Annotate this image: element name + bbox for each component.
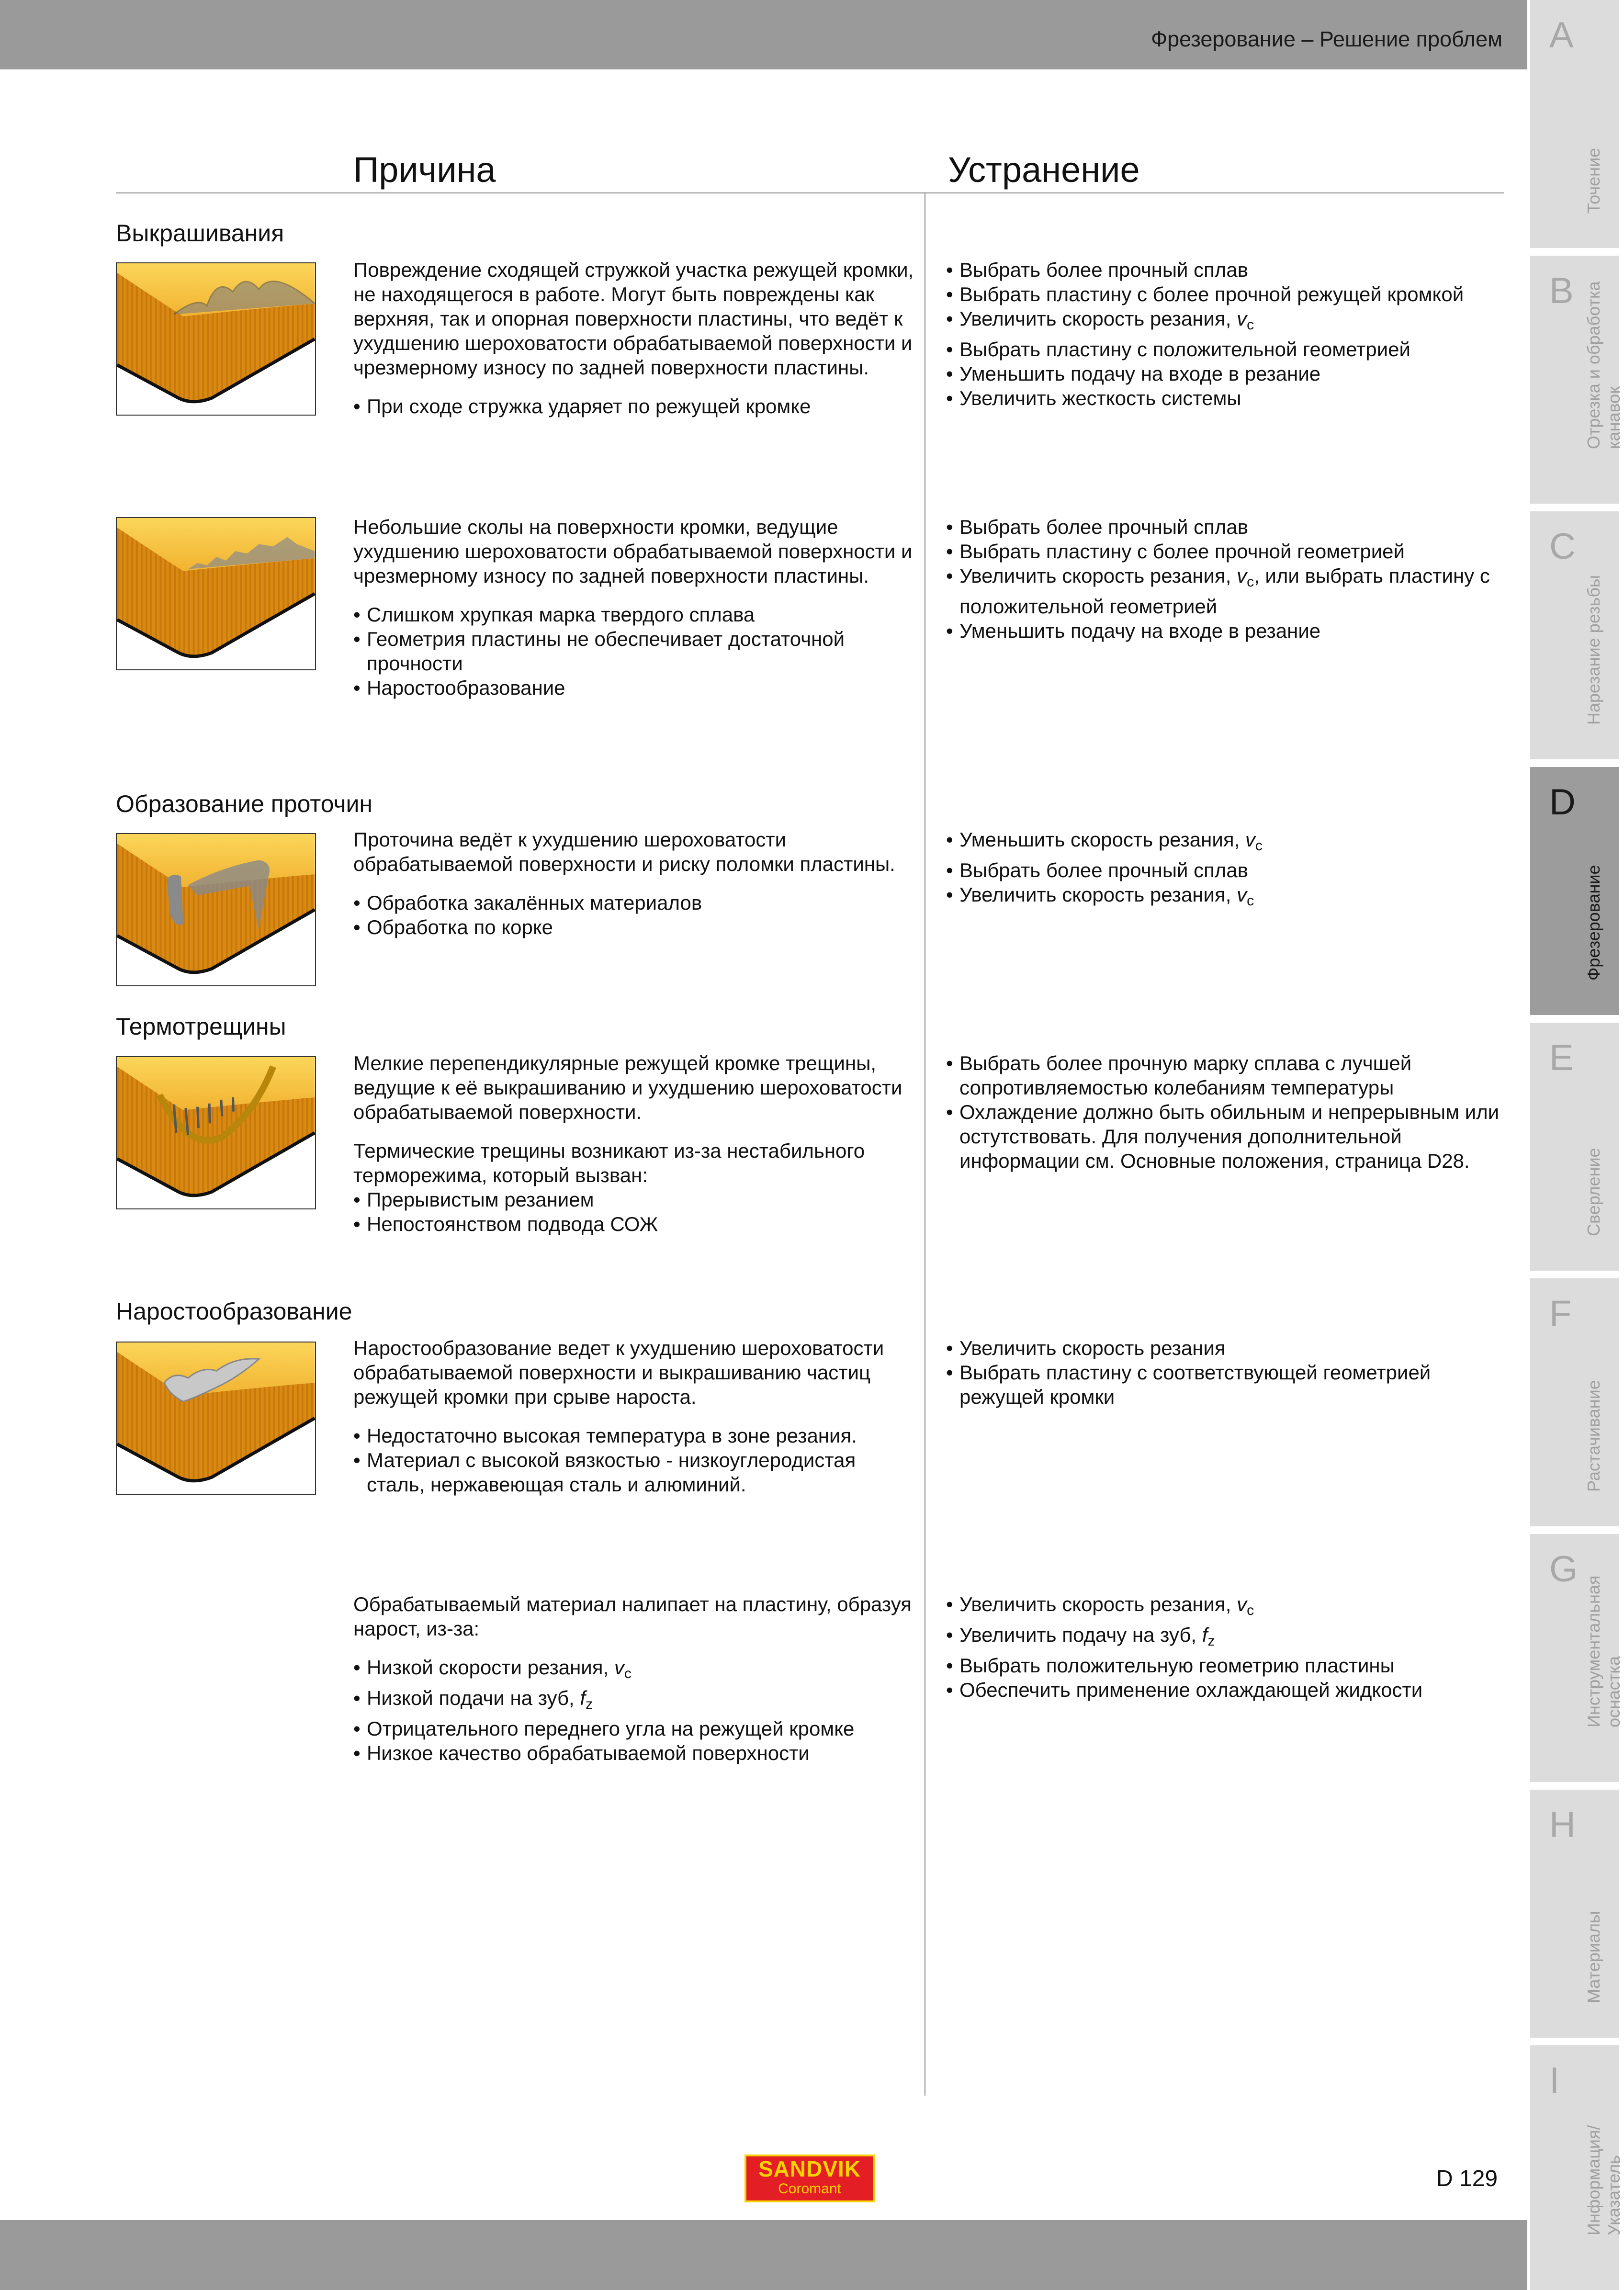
tab-label: Растачивание: [1584, 1380, 1603, 1492]
remedy-item: • Выбрать пластину с положительной геометрией: [946, 337, 1501, 361]
remedy-item: • Уменьшить подачу на входе в резание: [946, 619, 1501, 643]
remedy-list-5: [946, 1336, 1501, 1409]
tab-letter: E: [1549, 1038, 1574, 1078]
cause-item: • Низкое качество обрабатываемой поверхности: [353, 1741, 918, 1765]
cause-text-6: Обрабатываемый материал налипает на пластину, образуя нарост, из-за: • Низкой скорости резания, $v_c$ • Низкой подачи на зуб, $f_z$ • Отрицательного переднего угла на режущей кромке • Низкое качество обрабатываемой поверхности: [353, 1592, 918, 1765]
footer-bar: [0, 2220, 1527, 2290]
remedy-item: • Уменьшить подачу на входе в резание: [946, 361, 1501, 386]
cause-item: • Прерывистым резанием: [353, 1187, 918, 1212]
tab-label: Материалы: [1584, 1911, 1603, 2003]
tab-c[interactable]: [1530, 511, 1619, 759]
tab-label: Инструментальная оснастка: [1584, 1575, 1624, 1727]
remedy-item: • Увеличить скорость резания, $v_c$: [946, 306, 1501, 337]
tab-letter: C: [1549, 526, 1576, 567]
cause-text-5: Наростообразование ведет к ухудшению шероховатости обрабатываемой поверхности и выкрашиванию частиц режущей кромки при срыве нароста. • Недостаточно высокая температура в зоне резания. • Материал с высокой вязкостью - низкоуглеродистая сталь, нержавеющая сталь и алюминий.: [353, 1336, 918, 1497]
insert-image-notching: [116, 833, 316, 986]
tab-letter: I: [1549, 2060, 1560, 2101]
remedy-item: • Выбрать пластину с более прочной геометрией: [946, 539, 1501, 564]
column-header-remedy: Устранение: [948, 150, 1140, 190]
cause-item: • Материал с высокой вязкостью - низкоуглеродистая сталь, нержавеющая сталь и алюминий.: [353, 1448, 918, 1497]
cause-item: • Низкой скорости резания, $v_c$: [353, 1655, 918, 1686]
remedy-item: • Увеличить подачу на зуб, $f_z$: [946, 1623, 1501, 1653]
section-title-chipping: Выкрашивания: [116, 220, 284, 247]
tab-b[interactable]: [1530, 256, 1624, 504]
column-header-cause: Причина: [353, 150, 496, 190]
remedy-item: • Выбрать более прочный сплав: [946, 258, 1501, 282]
tab-letter: A: [1549, 15, 1574, 56]
remedy-item: • Выбрать более прочный сплав: [946, 858, 1501, 882]
section-title-notching: Образование проточин: [116, 790, 373, 817]
remedy-item: • Выбрать более прочную марку сплава с лучшей сопротивляемостью колебаниям температуры: [946, 1051, 1501, 1100]
remedy-list-2: [946, 515, 1501, 643]
cause-item: • Непостоянством подвода СОЖ: [353, 1212, 918, 1236]
remedy-list-3: [946, 827, 1501, 913]
tab-i[interactable]: [1530, 2045, 1624, 2290]
cause-text-4: Мелкие перепендикулярные режущей кромке трещины, ведущие к её выкрашиванию и ухудшению шероховатости обрабатываемой поверхности. Термические трещины возникают из-за нестабильного терморежима, который вызван: • Прерывистым резанием • Непостоянством подвода СОЖ: [353, 1051, 918, 1236]
sandvik-logo: SANDVIK Coromant: [744, 2155, 875, 2202]
tab-letter: H: [1549, 1805, 1576, 1845]
tab-letter: D: [1549, 782, 1576, 823]
cause-item: • Обработка по корке: [353, 915, 918, 939]
insert-image-chipping-small: [116, 517, 316, 670]
tab-h[interactable]: [1530, 1790, 1619, 2038]
remedy-item: • Увеличить жесткость системы: [946, 386, 1501, 410]
tab-g[interactable]: [1530, 1534, 1624, 1782]
header-bar: [0, 0, 1527, 69]
remedy-item: • Обеспечить применение охлаждающей жидкости: [946, 1678, 1501, 1702]
chapter-tabs: [1530, 0, 1624, 2290]
remedy-list-6: [946, 1592, 1501, 1702]
cause-item: • Геометрия пластины не обеспечивает достаточной прочности: [353, 627, 918, 676]
insert-image-built-up-edge: [116, 1342, 316, 1495]
remedy-item: • Выбрать пластину с соответствующей геометрией режущей кромки: [946, 1360, 1501, 1409]
page-number: D 129: [1436, 2166, 1498, 2191]
remedy-item: • Увеличить скорость резания, $v_c$: [946, 1592, 1501, 1623]
remedy-item: • Выбрать положительную геометрию пластины: [946, 1653, 1501, 1678]
cause-item: • Отрицательного переднего угла на режущей кромке: [353, 1716, 918, 1741]
section-title-thermal: Термотрещины: [116, 1013, 286, 1040]
cause-item: • Недостаточно высокая температура в зоне резания.: [353, 1423, 918, 1448]
tab-d[interactable]: [1530, 767, 1619, 1015]
tab-f[interactable]: [1530, 1278, 1619, 1526]
cause-text-2: Небольшие сколы на поверхности кромки, ведущие ухудшению шероховатости обрабатываемой поверхности и чрезмерному износу по задней поверхности пластины. • Слишком хрупкая марка твердого сплава • Геометрия пластины не обеспечивает достаточной прочности • Наростообразование: [353, 515, 918, 700]
tab-e[interactable]: [1530, 1023, 1619, 1271]
tab-label: Сверление: [1584, 1148, 1603, 1236]
tab-label: Фрезерование: [1584, 865, 1603, 981]
remedy-list-1: [946, 258, 1501, 410]
tab-label: Нарезание резьбы: [1584, 575, 1603, 725]
cause-item: • Наростообразование: [353, 676, 918, 700]
tab-letter: B: [1549, 271, 1574, 311]
remedy-item: • Увеличить скорость резания: [946, 1336, 1501, 1360]
header-divider: [116, 192, 1504, 193]
remedy-item: • Выбрать более прочный сплав: [946, 515, 1501, 539]
header-title: Фрезерование – Решение проблем: [1150, 27, 1502, 51]
tab-letter: G: [1549, 1549, 1578, 1590]
cause-item: • При сходе стружка ударяет по режущей кромке: [353, 394, 918, 418]
remedy-item: • Увеличить скорость резания, $v_c$: [946, 882, 1501, 913]
cause-item: • Обработка закалённых материалов: [353, 891, 918, 915]
remedy-item: • Охлаждение должно быть обильным и непрерывным или остутствовать. Для получения дополнительной информации см. Основные положения, страница D28.: [946, 1100, 1501, 1173]
section-title-bue: Наростообразование: [116, 1298, 352, 1325]
cause-text-3: Проточина ведёт к ухудшению шероховатости обрабатываемой поверхности и риску поломки пластины. • Обработка закалённых материалов • Обработка по корке: [353, 827, 918, 939]
tab-label: Точение: [1584, 147, 1603, 214]
tab-label: Отрезка и обработка канавок: [1584, 281, 1624, 449]
cause-item: • Слишком хрупкая марка твердого сплава: [353, 602, 918, 627]
tab-letter: F: [1549, 1293, 1572, 1334]
remedy-list-4: [946, 1051, 1501, 1173]
remedy-item: • Выбрать пластину с более прочной режущей кромкой: [946, 282, 1501, 306]
remedy-item: • Увеличить скорость резания, $v_c$, или выбрать пластину с положительной геометрией: [946, 564, 1501, 619]
remedy-item: • Уменьшить скорость резания, $v_c$: [946, 827, 1501, 858]
tab-label: Информация/ Указатель: [1584, 2125, 1624, 2235]
cause-text-1: Повреждение сходящей стружкой участка режущей кромки, не находящегося в работе. Могут быть повреждены как верхняя, так и опорная поверхности пластины, что ведёт к ухудшению шероховатости обрабатываемой поверхности и чрезмерному износу по задней поверхности пластины. • При сходе стружка ударяет по режущей кромке: [353, 258, 918, 418]
insert-image-thermal-cracks: [116, 1056, 316, 1209]
insert-image-chipping: [116, 262, 316, 416]
cause-item: • Низкой подачи на зуб, $f_z$: [353, 1686, 918, 1716]
tab-a[interactable]: [1530, 0, 1619, 248]
